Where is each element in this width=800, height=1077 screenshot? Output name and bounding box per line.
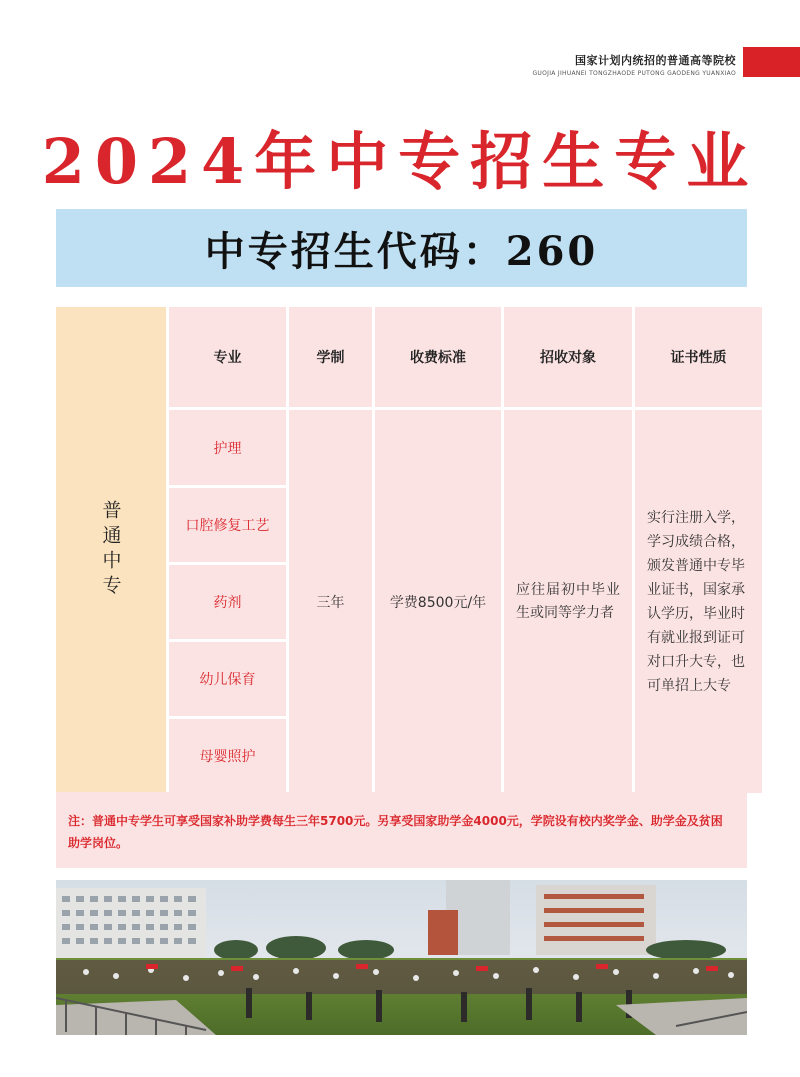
fee-cell: 学费8500元/年	[375, 410, 501, 793]
major-cell: 护理	[169, 410, 286, 485]
header-major: 专业	[169, 307, 286, 407]
header-duration: 学制	[289, 307, 372, 407]
header-target: 招收对象	[504, 307, 632, 407]
category-label: 普通中专	[99, 500, 122, 600]
header-accent-bar	[743, 47, 800, 77]
page-title: 2024年中专招生专业	[41, 125, 759, 198]
enroll-code-banner	[56, 209, 747, 287]
major-cell: 幼儿保育	[169, 642, 286, 716]
school-name-cn: 国家计划内统招的普通高等院校	[575, 54, 736, 67]
major-cell: 药剂	[169, 565, 286, 639]
header-certificate: 证书性质	[635, 307, 762, 407]
enroll-code-text: 中专招生代码：260	[204, 227, 599, 275]
header-text	[532, 52, 736, 77]
footnote: 注：普通中专学生可享受国家补助学费每生三年5700元。另享受国家助学金4000元，学院设有校内奖学金、助学金及贫困助学岗位。	[56, 792, 747, 868]
target-text: 应往届初中毕业生或同等学力者	[516, 581, 620, 621]
majors-table	[56, 307, 747, 778]
campus-photo	[56, 880, 747, 1035]
header-fee: 收费标准	[375, 307, 501, 407]
major-cell: 口腔修复工艺	[169, 488, 286, 562]
duration-cell: 三年	[289, 410, 372, 793]
school-name-en: GUOJIA JIHUANEI TONGZHAODE PUTONG GAODENG YUANXIAO	[532, 70, 736, 77]
certificate-text: 实行注册入学，学习成绩合格，颁发普通中专毕业证书，国家承认学历，毕业时有就业报到证可对口升大专，也可单招上大专	[647, 509, 745, 694]
certificate-cell	[635, 410, 762, 793]
category-cell	[56, 307, 166, 793]
target-cell	[504, 410, 632, 793]
major-cell: 母婴照护	[169, 719, 286, 793]
page-header	[0, 0, 800, 82]
